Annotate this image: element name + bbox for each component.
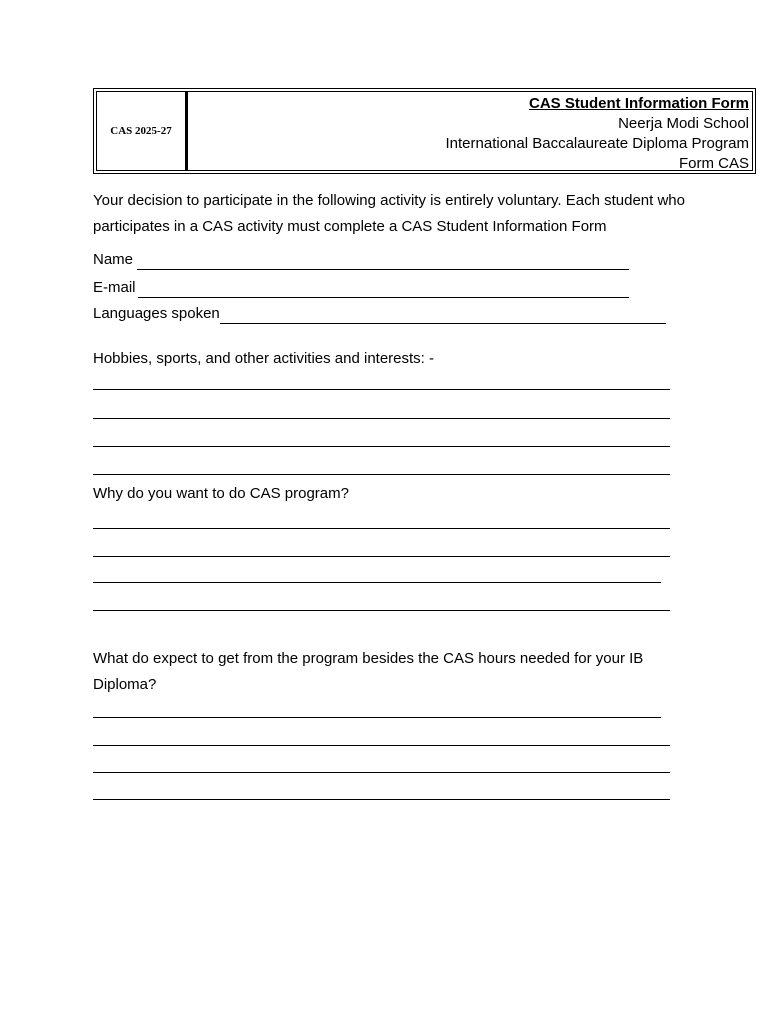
name-label: Name [93, 251, 134, 268]
expect-line[interactable] [93, 799, 670, 800]
why-line[interactable] [93, 556, 670, 557]
program-name: International Baccalaureate Diploma Program [445, 135, 749, 152]
languages-label: Languages spoken [93, 305, 220, 322]
form-title: CAS Student Information Form [529, 95, 749, 112]
form-header [93, 88, 756, 174]
email-label: E-mail [93, 279, 136, 296]
form-title-block [189, 94, 749, 174]
languages-field-row [93, 304, 666, 324]
hobbies-line[interactable] [93, 389, 670, 390]
expect-question: What do expect to get from the program besides the CAS hours needed for your IB Diploma? [93, 650, 644, 693]
intro-paragraph: Your decision to participate in the following activity is entirely voluntary. Each student who participates in a CAS activity must complete a CAS Student Information Form [93, 192, 685, 235]
why-question: Why do you want to do CAS program? [93, 485, 349, 502]
why-line[interactable] [93, 528, 670, 529]
languages-blank[interactable] [220, 308, 666, 324]
expect-line[interactable] [93, 772, 670, 773]
form-name: Form CAS [678, 155, 749, 172]
email-blank[interactable] [138, 282, 629, 298]
why-line[interactable] [93, 610, 670, 611]
hobbies-line[interactable] [93, 474, 670, 475]
expect-line[interactable] [93, 717, 661, 718]
form-header-inner [96, 91, 753, 171]
email-field-row [93, 278, 629, 298]
form-code: CAS 2025-27 [97, 92, 188, 170]
name-blank[interactable] [137, 254, 629, 270]
school-name: Neerja Modi School [618, 115, 749, 132]
why-line[interactable] [93, 582, 661, 583]
hobbies-question: Hobbies, sports, and other activities and interests: - [93, 350, 435, 367]
name-field-row [93, 250, 629, 270]
expect-line[interactable] [93, 745, 670, 746]
hobbies-line[interactable] [93, 418, 670, 419]
hobbies-line[interactable] [93, 446, 670, 447]
